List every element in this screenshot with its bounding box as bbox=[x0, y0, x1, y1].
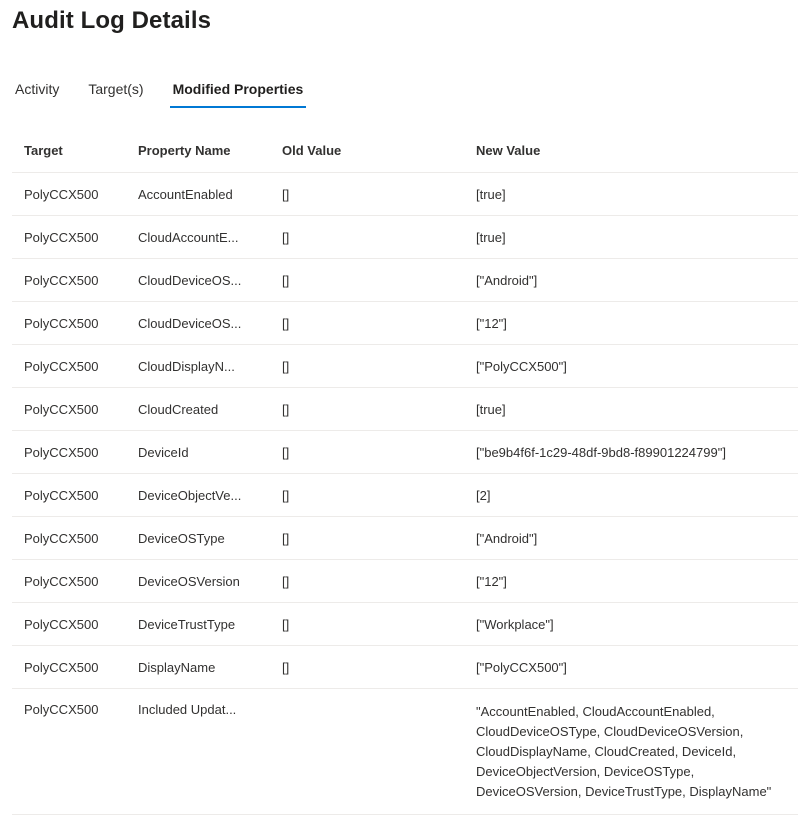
cell-new-value: ["be9b4f6f-1c29-48df-9bd8-f89901224799"] bbox=[464, 431, 798, 474]
cell-new-value: ["PolyCCX500"] bbox=[464, 646, 798, 689]
cell-property-name: CloudAccountE... bbox=[126, 216, 270, 259]
column-header-target: Target bbox=[12, 129, 126, 173]
cell-new-value: ["PolyCCX500"] bbox=[464, 345, 798, 388]
table-row bbox=[12, 474, 798, 517]
cell-new-value: "AccountEnabled, CloudAccountEnabled, CloudDeviceOSType, CloudDeviceOSVersion, CloudDisplayName, CloudCreated, DeviceId, DeviceObjectVersion, DeviceOSType, DeviceOSVersion, DeviceTrustType, DisplayName" bbox=[464, 689, 798, 815]
cell-property-name: Included Updat... bbox=[126, 689, 270, 815]
cell-property-name: DeviceTrustType bbox=[126, 603, 270, 646]
cell-old-value: [] bbox=[270, 560, 464, 603]
cell-old-value: [] bbox=[270, 173, 464, 216]
cell-target: PolyCCX500 bbox=[12, 345, 126, 388]
cell-target: PolyCCX500 bbox=[12, 517, 126, 560]
cell-target: PolyCCX500 bbox=[12, 689, 126, 815]
cell-target: PolyCCX500 bbox=[12, 302, 126, 345]
cell-property-name: DeviceOSType bbox=[126, 517, 270, 560]
cell-target: PolyCCX500 bbox=[12, 474, 126, 517]
cell-old-value: [] bbox=[270, 259, 464, 302]
cell-new-value: [2] bbox=[464, 474, 798, 517]
cell-old-value: [] bbox=[270, 302, 464, 345]
table-row bbox=[12, 302, 798, 345]
tab-targets[interactable]: Target(s) bbox=[88, 81, 144, 97]
cell-target: PolyCCX500 bbox=[12, 560, 126, 603]
cell-new-value: ["Workplace"] bbox=[464, 603, 798, 646]
cell-old-value: [] bbox=[270, 474, 464, 517]
cell-target: PolyCCX500 bbox=[12, 259, 126, 302]
cell-property-name: CloudCreated bbox=[126, 388, 270, 431]
table-row bbox=[12, 216, 798, 259]
cell-old-value: [] bbox=[270, 345, 464, 388]
cell-target: PolyCCX500 bbox=[12, 431, 126, 474]
modified-properties-table bbox=[12, 129, 798, 815]
table-row bbox=[12, 259, 798, 302]
tab-bar bbox=[15, 78, 332, 110]
table-row bbox=[12, 388, 798, 431]
cell-property-name: CloudDeviceOS... bbox=[126, 302, 270, 345]
cell-new-value: [true] bbox=[464, 173, 798, 216]
cell-old-value: [] bbox=[270, 431, 464, 474]
cell-new-value: ["12"] bbox=[464, 560, 798, 603]
cell-property-name: DeviceId bbox=[126, 431, 270, 474]
cell-target: PolyCCX500 bbox=[12, 216, 126, 259]
cell-property-name: CloudDeviceOS... bbox=[126, 259, 270, 302]
cell-old-value bbox=[270, 689, 464, 815]
cell-property-name: DeviceObjectVe... bbox=[126, 474, 270, 517]
table-row bbox=[12, 560, 798, 603]
tab-activity[interactable]: Activity bbox=[15, 81, 60, 97]
table-row bbox=[12, 603, 798, 646]
column-header-old-value: Old Value bbox=[270, 129, 464, 173]
cell-old-value: [] bbox=[270, 603, 464, 646]
table-row bbox=[12, 517, 798, 560]
cell-property-name: DeviceOSVersion bbox=[126, 560, 270, 603]
cell-target: PolyCCX500 bbox=[12, 388, 126, 431]
cell-target: PolyCCX500 bbox=[12, 646, 126, 689]
cell-target: PolyCCX500 bbox=[12, 603, 126, 646]
table-row bbox=[12, 431, 798, 474]
cell-property-name: CloudDisplayN... bbox=[126, 345, 270, 388]
cell-old-value: [] bbox=[270, 216, 464, 259]
cell-new-value: [true] bbox=[464, 216, 798, 259]
column-header-property-name: Property Name bbox=[126, 129, 270, 173]
cell-new-value: [true] bbox=[464, 388, 798, 431]
cell-new-value: ["12"] bbox=[464, 302, 798, 345]
table-row bbox=[12, 646, 798, 689]
cell-old-value: [] bbox=[270, 646, 464, 689]
table-row bbox=[12, 173, 798, 216]
page-title: Audit Log Details bbox=[12, 7, 212, 34]
cell-new-value: ["Android"] bbox=[464, 517, 798, 560]
cell-property-name: AccountEnabled bbox=[126, 173, 270, 216]
tab-modified-properties[interactable]: Modified Properties bbox=[173, 78, 304, 110]
cell-target: PolyCCX500 bbox=[12, 173, 126, 216]
cell-new-value: ["Android"] bbox=[464, 259, 798, 302]
column-header-new-value: New Value bbox=[464, 129, 798, 173]
table-row bbox=[12, 689, 798, 815]
table-row bbox=[12, 345, 798, 388]
cell-property-name: DisplayName bbox=[126, 646, 270, 689]
cell-old-value: [] bbox=[270, 517, 464, 560]
cell-old-value: [] bbox=[270, 388, 464, 431]
table-header-row bbox=[12, 129, 798, 173]
